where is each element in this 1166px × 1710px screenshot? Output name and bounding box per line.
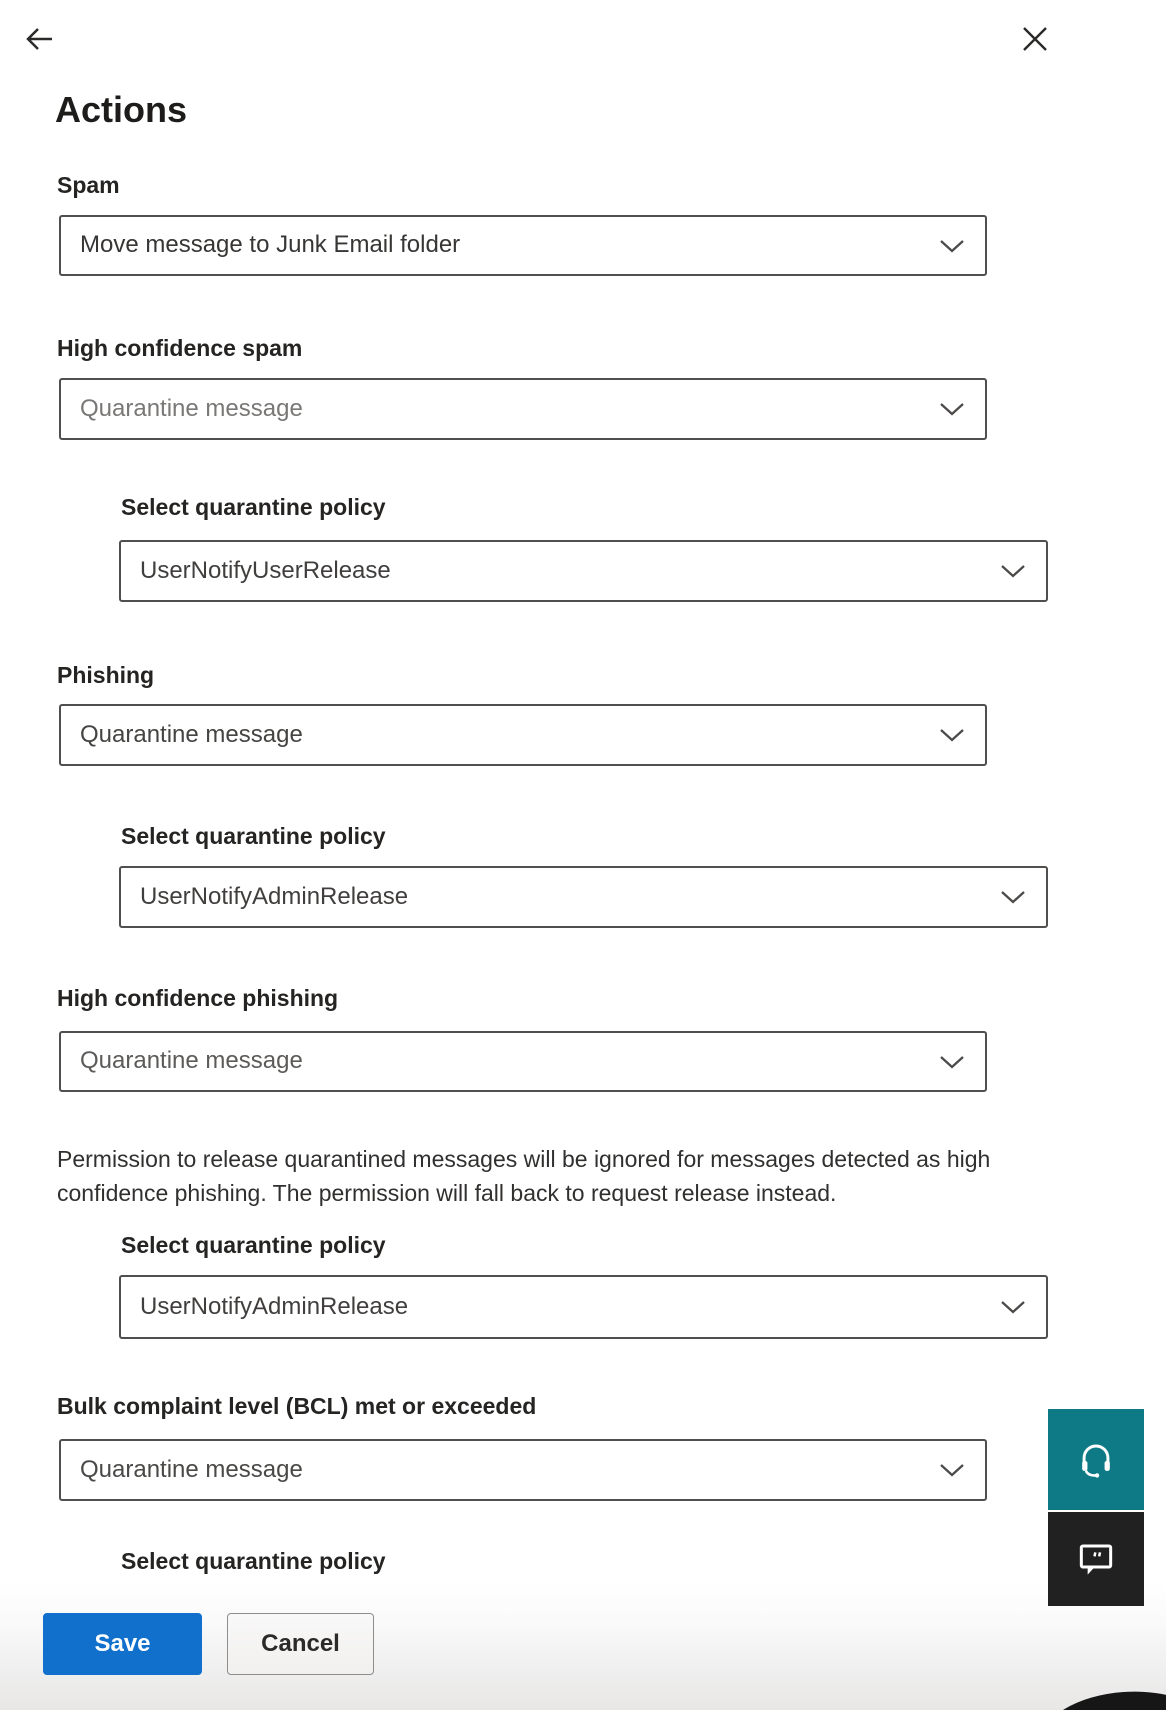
phishing-dropdown[interactable] — [59, 704, 987, 766]
phishing-quarantine-policy-label: Select quarantine policy — [121, 823, 386, 849]
cancel-button[interactable]: Cancel — [227, 1613, 374, 1675]
phishing-label: Phishing — [57, 662, 155, 688]
high-confidence-spam-dropdown[interactable] — [59, 378, 987, 440]
spam-dropdown-value: Move message to Junk Email folder — [80, 231, 461, 259]
save-button[interactable]: Save — [43, 1613, 202, 1675]
headset-icon — [1075, 1439, 1117, 1481]
chevron-down-icon — [1000, 890, 1026, 904]
hcp-quarantine-policy-label: Select quarantine policy — [121, 1232, 386, 1258]
phishing-quarantine-policy-value: UserNotifyAdminRelease — [140, 882, 409, 910]
bcl-dropdown[interactable] — [59, 1439, 987, 1501]
chevron-down-icon — [939, 728, 965, 742]
phishing-dropdown-value: Quarantine message — [80, 720, 303, 748]
high-confidence-spam-dropdown-value: Quarantine message — [80, 394, 303, 422]
hcp-quarantine-policy-dropdown[interactable] — [119, 1275, 1048, 1339]
phishing-quarantine-policy-dropdown[interactable] — [119, 866, 1048, 928]
hcs-quarantine-policy-dropdown[interactable] — [119, 540, 1048, 602]
hcs-quarantine-policy-value: UserNotifyUserRelease — [140, 556, 391, 584]
spam-dropdown[interactable] — [59, 215, 987, 276]
feedback-button[interactable] — [1048, 1512, 1144, 1606]
back-arrow-icon — [22, 44, 56, 59]
chevron-down-icon — [939, 1055, 965, 1069]
page-title: Actions — [55, 89, 188, 130]
bcl-quarantine-policy-label: Select quarantine policy — [121, 1548, 386, 1574]
chevron-down-icon — [1000, 564, 1026, 578]
high-confidence-phishing-dropdown[interactable] — [59, 1031, 987, 1092]
high-confidence-phishing-label: High confidence phishing — [57, 985, 339, 1011]
chevron-down-icon — [939, 402, 965, 416]
hcp-permission-note: Permission to release quarantined messages will be ignored for messages detected as high confidence phishing. The permission will fall back to request release instead. — [57, 1146, 991, 1206]
close-icon — [1020, 42, 1050, 57]
bcl-label: Bulk complaint level (BCL) met or exceeded — [57, 1393, 537, 1419]
speech-bubble-icon — [1076, 1539, 1116, 1579]
back-button[interactable] — [22, 22, 56, 56]
high-confidence-phishing-dropdown-value: Quarantine message — [80, 1047, 303, 1075]
support-button[interactable] — [1048, 1409, 1144, 1510]
close-button[interactable] — [1020, 24, 1050, 54]
hcs-quarantine-policy-label: Select quarantine policy — [121, 494, 386, 520]
high-confidence-spam-label: High confidence spam — [57, 335, 303, 361]
chevron-down-icon — [939, 239, 965, 253]
chevron-down-icon — [1000, 1300, 1026, 1314]
spam-label: Spam — [57, 172, 120, 198]
bcl-dropdown-value: Quarantine message — [80, 1455, 303, 1483]
chevron-down-icon — [939, 1463, 965, 1477]
hcp-quarantine-policy-value: UserNotifyAdminRelease — [140, 1292, 409, 1320]
